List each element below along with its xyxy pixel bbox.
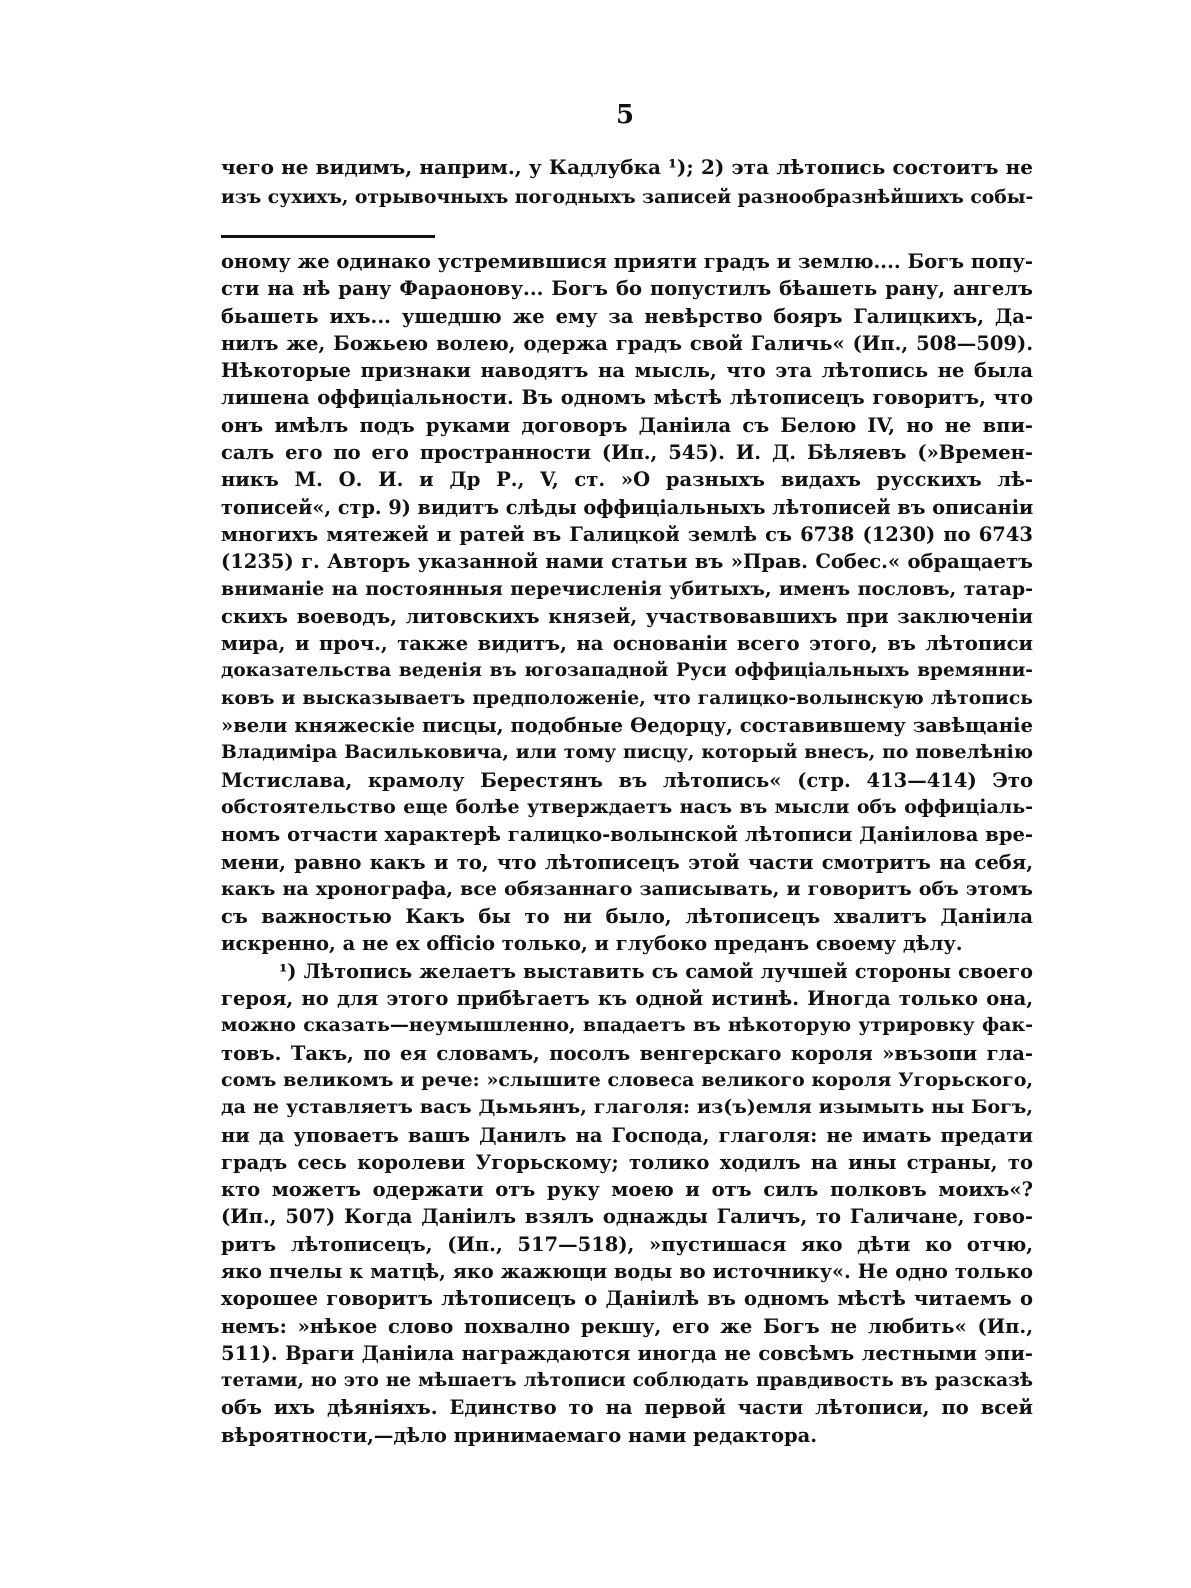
footnote-line: оному же одинако устремившися прияти градъ и землю.... Богъ попу- bbox=[221, 250, 1033, 273]
footnote-line: хорошее говоритъ лѣтописецъ о Даніилѣ въ одномъ мѣстѣ читаемъ о bbox=[221, 1287, 1033, 1311]
footnote-line: градъ сесь королеви Угорьскому; толико ходилъ на ины страны, то bbox=[221, 1150, 1033, 1174]
footnote-line: какъ на хронографа, все обязаннаго записывать, и говоритъ объ этомъ bbox=[221, 877, 1033, 900]
footnote-line: немъ: »нѣкое слово похвално рекшу, его же Богъ не любить« (Ип., bbox=[221, 1314, 1033, 1338]
footnote-line: ковъ и высказываетъ предположеніе, что галицко-волынскую лѣтопись bbox=[221, 686, 1033, 709]
footnote-line: онъ имѣлъ подъ руками договоръ Даніила съ Белою IV, но не впи- bbox=[221, 413, 1033, 437]
footnote-line: Владиміра Васильковича, или тому писцу, который внесъ, по повелѣнію bbox=[221, 741, 1033, 764]
footnote-line: никъ М. О. И. и Др Р., V, ст. »О разныхъ видахъ русскихъ лѣ- bbox=[221, 468, 1033, 492]
footnote-line: 511). Враги Даніила награждаются иногда не совсѣмъ лестными эпи- bbox=[221, 1341, 1033, 1365]
footnote-line: съ важностью Какъ бы то ни было, лѣтописецъ хвалитъ Даніила bbox=[221, 905, 1033, 929]
footnote-line: ни да уповаетъ вашъ Данилъ на Господа, глаголя: не имать предати bbox=[221, 1123, 1033, 1147]
footnote-line: многихъ мятежей и ратей въ Галицкой землѣ съ 6738 (1230) по 6743 bbox=[221, 522, 1033, 546]
footnote-line: сти на нѣ рану Фараонову... Богъ бо попустилъ бѣашеть рану, ангелъ bbox=[221, 277, 1033, 301]
footnote-line: вниманіе на постоянныя перечисленія убитыхъ, именъ пословъ, татар- bbox=[221, 577, 1033, 600]
text-line: изъ сухихъ, отрывочныхъ погодныхъ записей разнообразнѣйшихъ собы- bbox=[221, 186, 1034, 208]
footnote-line: (Ип., 507) Когда Даніилъ взялъ однажды Галичъ, то Галичане, гово- bbox=[221, 1205, 1033, 1229]
footnote-line: тетами, но это не мѣшаетъ лѣтописи соблюдать правдивость въ разсказѣ bbox=[221, 1370, 1033, 1392]
footnote-line: мени, равно какъ и то, что лѣтописецъ этой части смотритъ на себя, bbox=[221, 850, 1033, 874]
footnote-line: номъ отчасти характерѣ галицко-волынской лѣтописи Даніилова вре- bbox=[221, 823, 1033, 847]
footnote-line: Мстислава, крамолу Берестянъ въ лѣтопись« (стр. 413—414) Это bbox=[221, 768, 1033, 792]
footnotes bbox=[221, 248, 1033, 1449]
footnote-line: ¹) Лѣтопись желаетъ выставить съ самой лучшей стороны своего bbox=[279, 959, 1033, 983]
text-line: чего не видимъ, наприм., у Кадлубка ¹); 2) эта лѣтопись состоитъ не bbox=[221, 155, 1033, 179]
footnote-line: мира, и проч., также видитъ, на основаніи всего этого, въ лѣтописи bbox=[221, 632, 1033, 656]
footnote-divider bbox=[221, 235, 435, 238]
footnote-line: Нѣкоторые признаки наводятъ на мысль, что эта лѣтопись не была bbox=[221, 359, 1033, 383]
footnote-line: лишена оффиціальности. Въ одномъ мѣстѣ лѣтописецъ говоритъ, что bbox=[221, 386, 1033, 410]
footnote-line: товъ. Такъ, по ея словамъ, посолъ венгерскаго короля »възопи гла- bbox=[221, 1041, 1033, 1065]
footnote-line: »вели княжескіе писцы, подобные Ѳедорцу, составившему завѣщаніе bbox=[221, 714, 1033, 738]
footnote-line: салъ его по его пространности (Ип., 545). И. Д. Бѣляевъ (»Времен- bbox=[221, 441, 1033, 465]
footnote-line: кто можетъ одержати отъ руку моею и отъ силъ полковъ моихъ«? bbox=[221, 1178, 1033, 1202]
footnote-line: да не уставляетъ васъ Дьмьянъ, глаголя: из(ъ)емля изымыть ны Богъ, bbox=[221, 1096, 1033, 1119]
footnote-line: вѣроятности,—дѣло принимаемаго нами редактора. bbox=[221, 1423, 818, 1447]
footnote-line: доказательства веденія въ югозападной Руси оффиціальныхъ времянни- bbox=[221, 660, 1033, 682]
page-number: 5 bbox=[615, 100, 635, 130]
footnote-line: бьашеть ихъ... ушедшю же ему за невѣрство бояръ Галицкихъ, Да- bbox=[221, 304, 1033, 328]
footnote-line: ритъ лѣтописецъ, (Ип., 517—518), »пустишася яко дѣти ко отчю, bbox=[221, 1232, 1033, 1256]
footnote-line: нилъ же, Божьею волею, одержа градъ свой Галичь« (Ип., 508—509). bbox=[221, 331, 1033, 355]
footnote-line: можно сказать—неумышленно, впадаетъ въ нѣкоторую утрировку фак- bbox=[221, 1014, 1033, 1037]
footnote-line: искренно, а не ex officio только, и глубоко преданъ своему дѣлу. bbox=[221, 932, 963, 956]
footnote-line: скихъ воеводъ, литовскихъ князей, участвовавшихъ при заключеніи bbox=[221, 604, 1033, 628]
footnote-line: объ ихъ дѣяніяхъ. Единство то на первой части лѣтописи, по всей bbox=[221, 1396, 1033, 1420]
footnote-line: обстоятельство еще болѣе утверждаетъ насъ въ мысли объ оффиціаль- bbox=[221, 795, 1033, 818]
footnote-line: тописей«, стр. 9) видитъ слѣды оффиціальныхъ лѣтописей въ описаніи bbox=[221, 495, 1034, 519]
footnote-line: героя, но для этого прибѣгаетъ къ одной истинѣ. Иногда только она, bbox=[221, 987, 1033, 1011]
footnote-line: (1235) г. Авторъ указанной нами статьи въ »Прав. Собес.« обращаетъ bbox=[221, 550, 1033, 574]
footnote-line: яко пчелы к матцѣ, яко жажющи воды во источнику«. Не одно только bbox=[221, 1259, 1033, 1283]
main-text bbox=[221, 152, 1033, 212]
footnote-line: сомъ великомъ и рече: »слышите словеса великого короля Угорьского, bbox=[221, 1068, 1033, 1091]
